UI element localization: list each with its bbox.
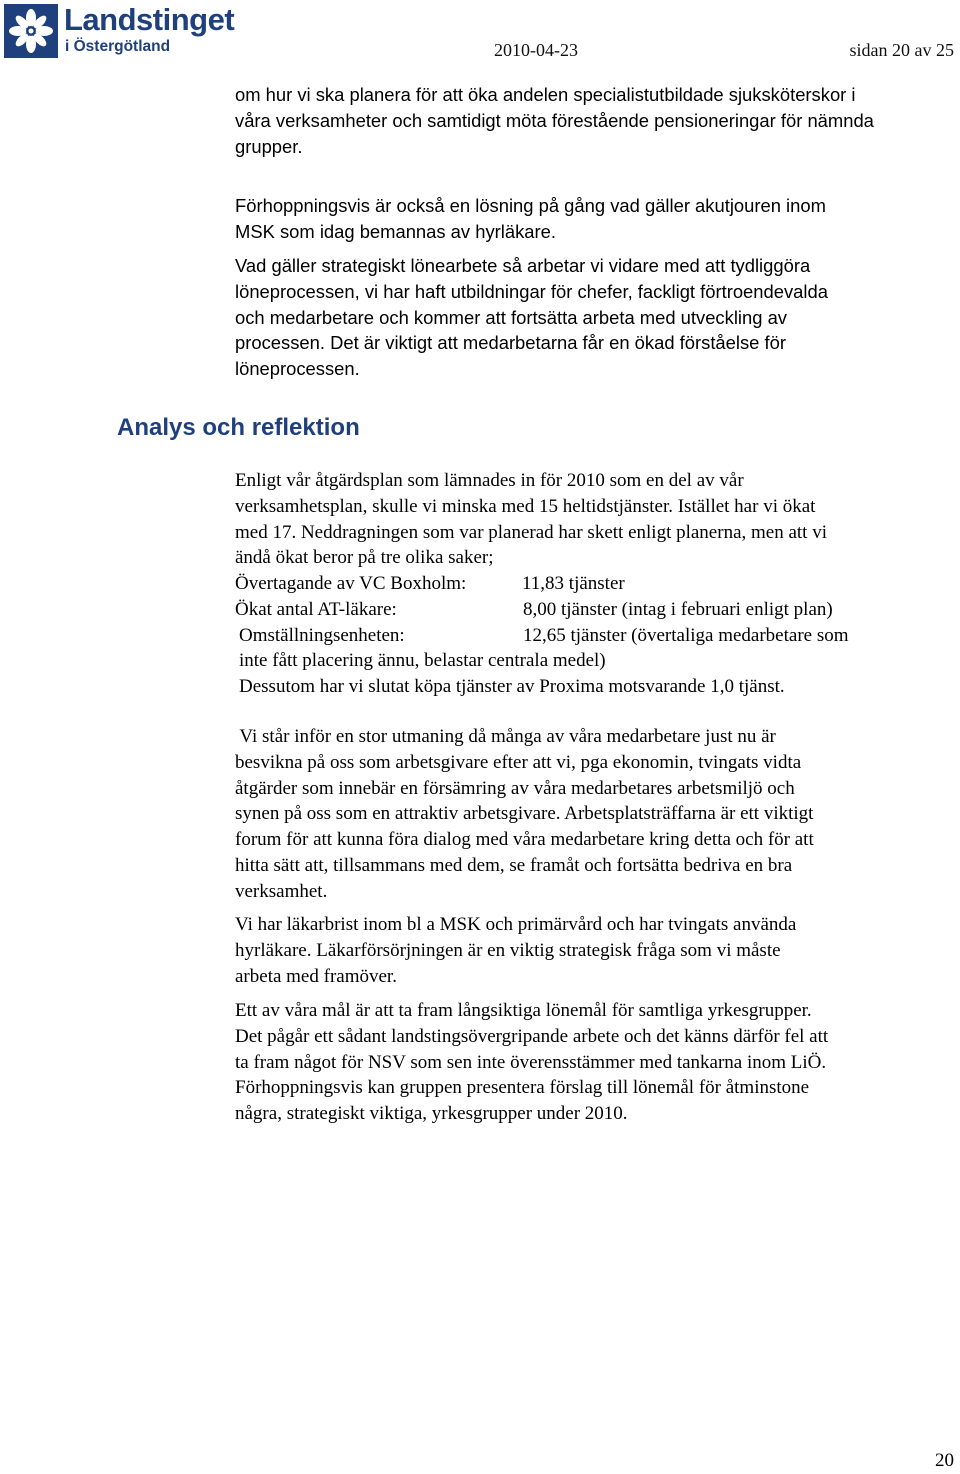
list-item [235,623,935,649]
list-item-continuation [235,648,935,674]
item-value: 12,65 tjänster (övertaliga medarbetare som [523,624,849,646]
text-line: löneprocessen. [235,358,360,380]
text-line: Det pågår ett sådant landstingsövergripande arbete och det känns därför fel att [235,1025,829,1047]
landstinget-logo [4,4,244,58]
item-label: Omställningsenheten: [239,624,405,646]
text-line: forum för att kunna föra dialog med våra medarbetare kring detta och för att [235,829,814,851]
item-label: Ökat antal AT-läkare: [235,598,397,620]
item-value: 8,00 tjänster (intag i februari enligt plan) [523,598,833,620]
text-line: hitta sätt att, tillsammans med dem, se framåt och fortsätta bedriva en bra [235,854,793,876]
intro-paragraph-2 [235,193,935,245]
text-line: löneprocessen, vi har haft utbildningar för chefer, fackligt förtroendevalda [235,280,828,302]
text-line: verksamhetsplan, skulle vi minska med 15 heltidstjänster. Istället har vi ökat [235,495,816,517]
text-line: Vi har läkarbrist inom bl a MSK och primärvård och har tvingats använda [235,914,797,935]
intro-paragraph-3 [235,253,935,382]
text-line: besvikna på oss som arbetsgivare efter att vi, pga ekonomin, tvingats vidta [235,751,802,773]
item-value: 11,83 tjänster [522,573,625,594]
text-line: processen. Det är viktigt att medarbetarna får en ökad förståelse för [235,332,786,354]
header-page-label: sidan 20 av 25 [849,40,954,60]
text-line: Ett av våra mål är att ta fram långsiktiga lönemål för samtliga yrkesgrupper. [235,1000,812,1021]
text-line: ta fram något för NSV som sen inte överensstämmer med tankarna inom LiÖ. [235,1051,827,1073]
section-paragraph-2 [235,724,935,905]
section-heading: Analys och reflektion [117,414,360,441]
text-line: och medarbetare och kommer att fortsätta arbeta med utveckling av [235,306,787,328]
text-line: Vi står inför en stor utmaning då många av våra medarbetare just nu är [235,726,776,747]
text-line: hyrläkare. Läkarförsörjningen är en viktig strategisk fråga som vi måste [235,939,781,961]
staffing-list [235,571,935,700]
text-line: Förhoppningsvis kan gruppen presentera förslag till lönemål för åtminstone [235,1077,810,1099]
text-line: Förhoppningsvis är också en lösning på gång vad gäller akutjouren inom [235,195,826,216]
text-line: Vad gäller strategiskt lönearbete så arbetar vi vidare med att tydliggöra [235,255,811,276]
text-line: MSK som idag bemannas av hyrläkare. [235,220,556,242]
text-line: våra verksamheter och samtidigt möta förestående pensioneringar för nämnda [235,109,874,131]
logo-title: Landstinget [64,2,235,37]
text-line: ändå ökat beror på tre olika saker; [235,547,494,569]
text-line: med 17. Neddragningen som var planerad har skett enligt planerna, men att vi [235,521,827,543]
flower-logo-icon [4,4,58,58]
text-line: grupper. [235,135,303,157]
text-line: om hur vi ska planera för att öka andelen specialistutbildade sjuksköterskor i [235,84,856,105]
text-line: Enligt vår åtgärdsplan som lämnades in för 2010 som en del av vår [235,470,744,491]
text-line: åtgärder som innebär en försämring av våra medarbetares arbetsmiljö och [235,777,795,799]
footer-page-number: 20 [935,1450,954,1471]
section-paragraph-1 [235,468,935,571]
intro-paragraph-1 [235,82,935,159]
list-item [235,597,935,623]
text-line: några, strategiskt viktiga, yrkesgrupper under 2010. [235,1103,628,1125]
text-line: verksamhet. [235,880,328,902]
section-paragraph-4 [235,998,935,1127]
item-label: Övertagande av VC Boxholm: [235,573,467,594]
list-item [235,571,935,597]
section-paragraph-3 [235,912,935,989]
page-header [0,0,960,70]
logo-subtitle: i Östergötland [65,38,171,55]
dessutom-text: Dessutom har vi slutat köpa tjänster av Proxima motsvarande 1,0 tjänst. [239,676,785,698]
header-date: 2010-04-23 [494,40,578,60]
item-continuation: inte fått placering ännu, belastar centrala medel) [239,650,606,672]
dessutom-line [235,674,935,700]
text-line: arbeta med framöver. [235,965,397,987]
text-line: synen på oss som en attraktiv arbetsgivare. Arbetsplatsträffarna är ett viktigt [235,803,814,825]
